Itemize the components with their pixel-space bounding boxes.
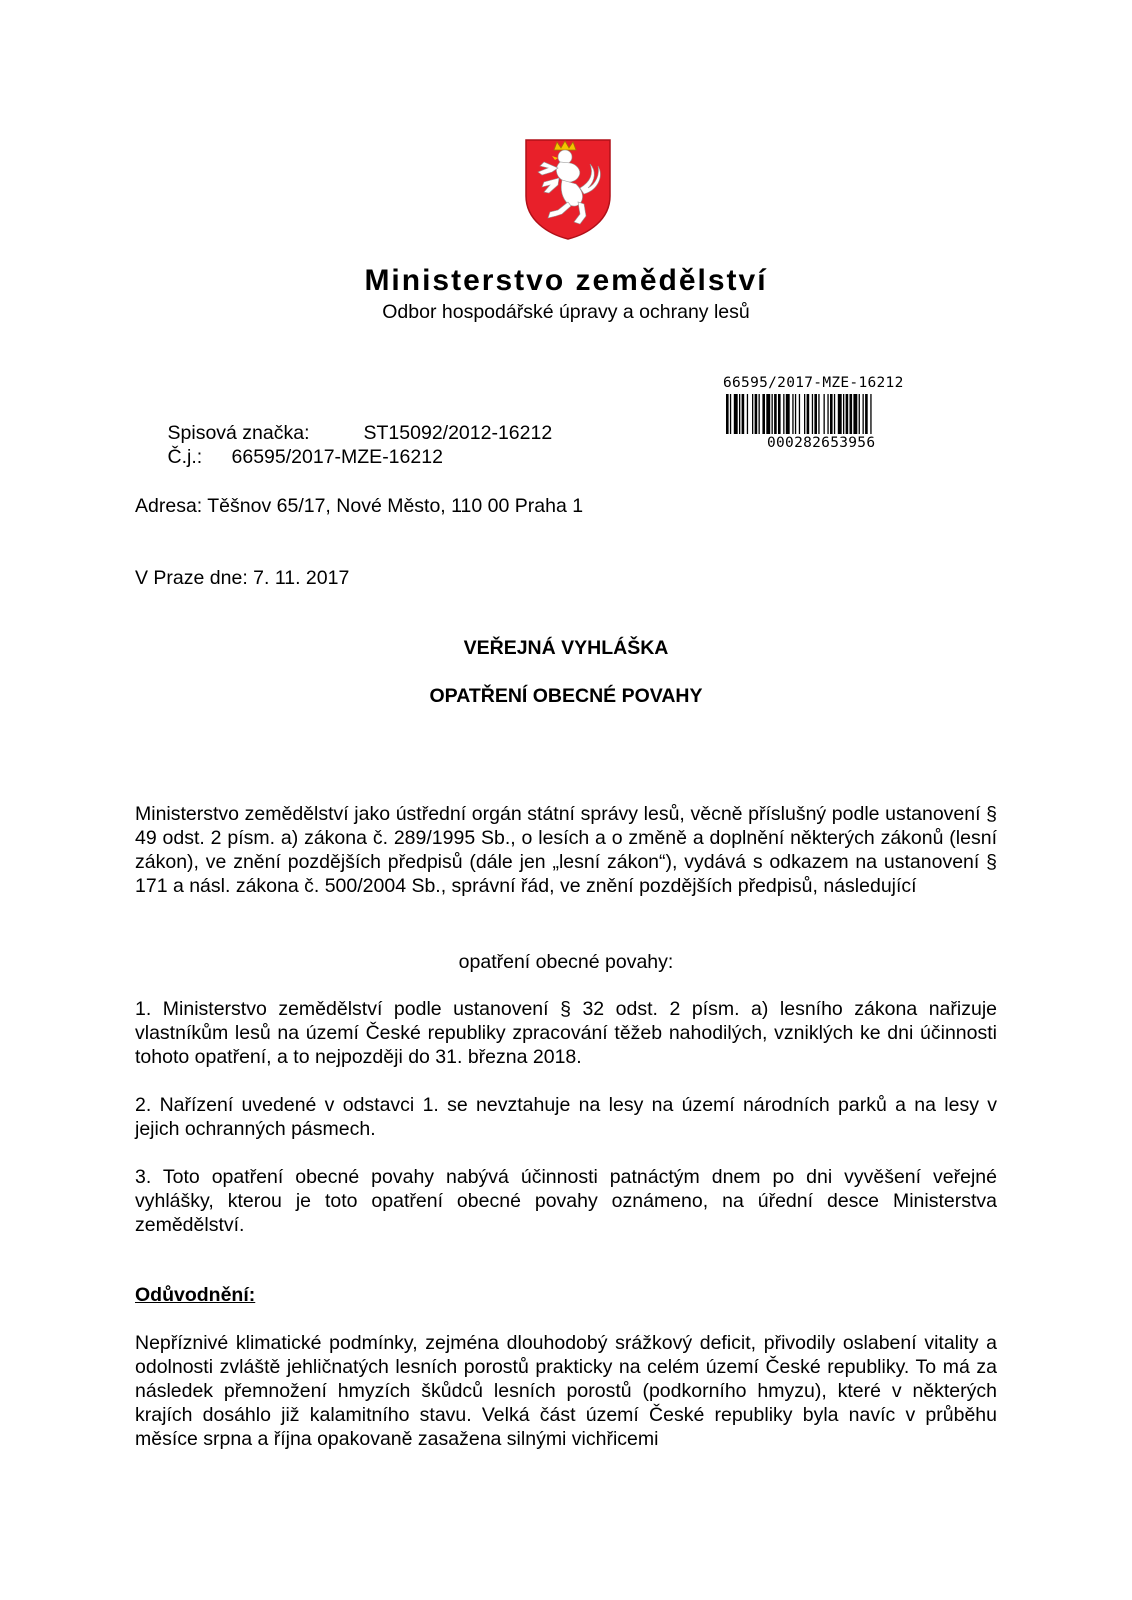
- barcode-bar: [804, 394, 805, 434]
- point-3-paragraph: 3. Toto opatření obecné povahy nabývá účinnosti patnáctým dnem po dni vyvěšení veřejné vyhlášky, kterou je toto opatření obecné povahy oznámeno, na úřední desce Ministerstva zemědělství.: [135, 1166, 997, 1236]
- barcode-bar: [752, 394, 753, 434]
- barcode-bar: [834, 394, 835, 434]
- barcode-bar: [853, 394, 857, 434]
- barcode-bar: [843, 394, 844, 434]
- barcode-bar: [814, 394, 817, 434]
- barcode-bar: [786, 394, 790, 434]
- barcode-bar: [863, 394, 864, 434]
- barcode-bar: [795, 394, 796, 434]
- barcode-bar: [830, 394, 833, 434]
- barcode-bar: [827, 394, 828, 434]
- reference-number-label: Č.j.:: [167, 446, 203, 468]
- barcode-bar: [739, 394, 740, 434]
- barcode-bar: [838, 394, 842, 434]
- ministry-name: Ministerstvo zemědělství: [364, 264, 768, 297]
- barcode-bar: [726, 394, 729, 434]
- document-subtitle: OPATŘENÍ OBECNÉ POVAHY: [429, 685, 703, 707]
- point-2-paragraph: 2. Nařízení uvedené v odstavci 1. se nevztahuje na lesy na území národních parků a na lesy v jejich ochranných pásmech.: [135, 1094, 997, 1140]
- barcode-bottom-text: 000282653956: [767, 435, 876, 451]
- document-title: VEŘEJNÁ VYHLÁŠKA: [463, 637, 669, 659]
- czech-coat-of-arms-icon: [524, 138, 612, 240]
- barcode: [723, 375, 933, 452]
- date-line: V Praze dne: 7. 11. 2017: [135, 567, 350, 589]
- intro-paragraph: Ministerstvo zemědělství jako ústřední orgán státní správy lesů, věcně příslušný podle ustanovení § 49 odst. 2 písm. a) zákona č. 289/1995 Sb., o lesích a o změně a doplnění některých zákonů (lesní zákon), ve znění pozdějších předpisů (dále jen „lesní zákon“), vydává s odkazem na ustanovení § 171 a násl. zákona č. 500/2004 Sb., správní řád, ve znění pozdějších předpisů, následující: [135, 803, 997, 897]
- barcode-bar: [846, 394, 849, 434]
- department-name: Odbor hospodářské úpravy a ochrany lesů: [382, 301, 750, 323]
- barcode-bar: [818, 394, 819, 434]
- barcode-bar: [799, 394, 800, 434]
- file-mark-row: [135, 397, 553, 444]
- barcode-bar: [772, 394, 773, 434]
- barcode-bar: [759, 394, 760, 434]
- barcode-bar: [783, 394, 784, 434]
- barcode-bars: [726, 394, 928, 434]
- barcode-bar: [870, 394, 871, 434]
- barcode-bar: [747, 394, 748, 434]
- measure-label: opatření obecné povahy:: [458, 951, 674, 973]
- barcode-bar: [734, 394, 738, 434]
- barcode-bar: [730, 394, 731, 434]
- barcode-bar: [824, 394, 825, 434]
- barcode-bar: [812, 394, 813, 434]
- file-mark-label: Spisová značka:: [167, 422, 310, 444]
- barcode-bar: [762, 394, 765, 434]
- barcode-bar: [766, 394, 770, 434]
- reference-block: [135, 397, 553, 468]
- barcode-bar: [755, 394, 758, 434]
- reference-number-value: 66595/2017-MZE-16212: [231, 446, 443, 468]
- barcode-bar: [859, 394, 860, 434]
- barcode-bar: [792, 394, 793, 434]
- reasoning-heading: Odůvodnění:: [135, 1284, 256, 1306]
- barcode-bar: [778, 394, 781, 434]
- barcode-bar: [865, 394, 868, 434]
- barcode-bar: [807, 394, 810, 434]
- barcode-bar: [774, 394, 777, 434]
- barcode-bar: [850, 394, 853, 434]
- address-line: Adresa: Těšnov 65/17, Nové Město, 110 00 Praha 1: [135, 495, 584, 517]
- barcode-top-text: 66595/2017-MZE-16212: [723, 375, 904, 391]
- barcode-bar: [742, 394, 745, 434]
- reasoning-paragraph: Nepříznivé klimatické podmínky, zejména dlouhodobý srážkový deficit, přivodily oslabení vitality a odolnosti zvláště jehličnatých lesních porostů prakticky na celém území České republiky. To má za následek přemnožení hmyzích škůdců lesních porostů (podkorního hmyzu), které v některých krajích dosáhlo již kalamitního stavu. Velká část území České republiky byla navíc v průběhu měsíce srpna a října opakovaně zasažena silnými vichřicemi: [135, 1332, 997, 1450]
- file-mark-value: ST15092/2012-16212: [363, 422, 553, 444]
- point-1-paragraph: 1. Ministerstvo zemědělství podle ustanovení § 32 odst. 2 písm. a) lesního zákona nařizuje vlastníkům lesů na území České republiky zpracování těžeb nahodilých, vzniklých ke dni účinnosti tohoto opatření, a to nejpozději do 31. března 2018.: [135, 998, 997, 1068]
